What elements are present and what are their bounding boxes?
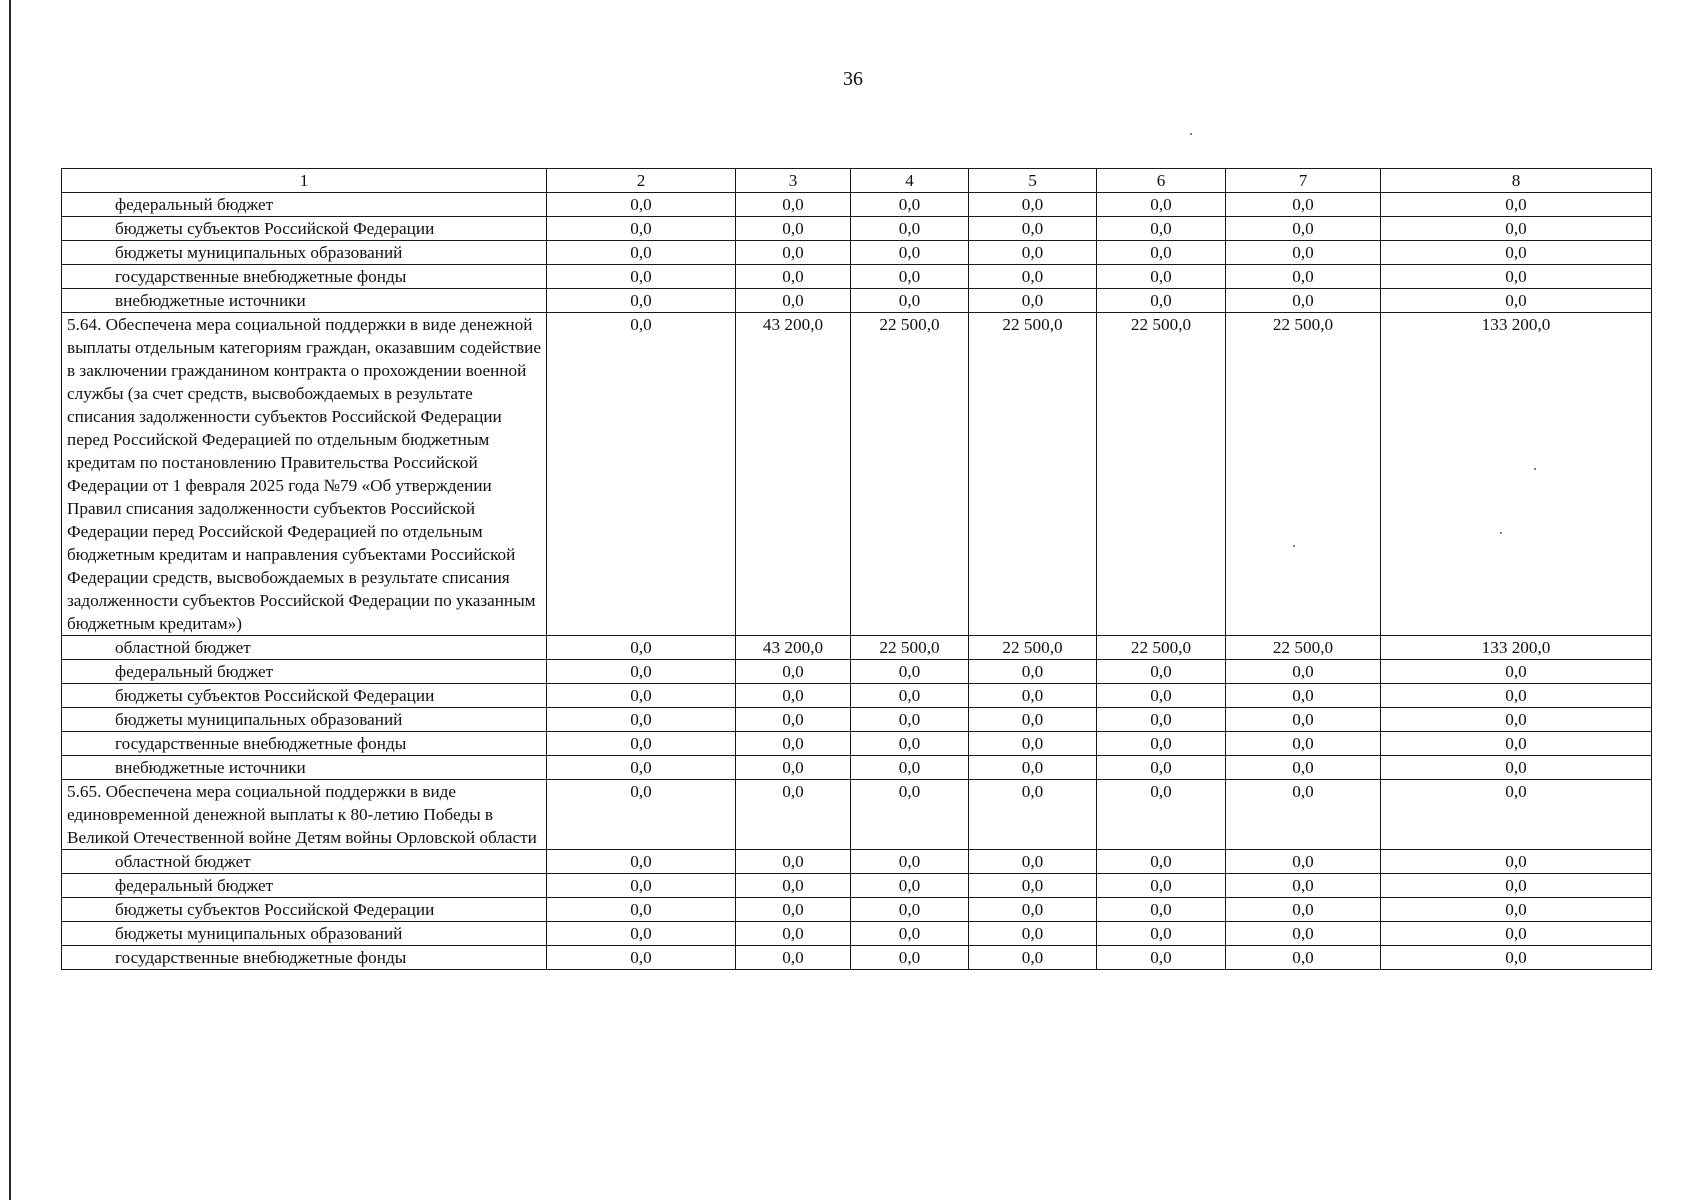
table-row-source	[62, 946, 1652, 970]
value-cell-col-3: 0,0	[736, 265, 851, 289]
value-cell-col-8: 0,0	[1381, 217, 1652, 241]
scan-speck	[1293, 545, 1295, 547]
funding-source-label: внебюджетные источники	[62, 289, 547, 313]
value-cell-col-4: 0,0	[851, 684, 969, 708]
value-cell-col-5: 0,0	[969, 874, 1097, 898]
value-cell-col-8: 0,0	[1381, 732, 1652, 756]
value-cell-col-8: 0,0	[1381, 684, 1652, 708]
column-header-5: 5	[969, 169, 1097, 193]
value-cell-col-2: 0,0	[547, 684, 736, 708]
value-cell-col-4: 0,0	[851, 756, 969, 780]
value-cell-col-3: 0,0	[736, 708, 851, 732]
funding-source-label: государственные внебюджетные фонды	[62, 732, 547, 756]
value-cell-col-4: 0,0	[851, 289, 969, 313]
value-cell-col-8: 0,0	[1381, 660, 1652, 684]
value-cell-col-6: 0,0	[1097, 874, 1226, 898]
value-cell-col-8: 0,0	[1381, 850, 1652, 874]
value-cell-col-2: 0,0	[547, 636, 736, 660]
table-row-source	[62, 874, 1652, 898]
value-cell-col-2: 0,0	[547, 660, 736, 684]
value-cell-col-6: 0,0	[1097, 684, 1226, 708]
value-cell-col-2: 0,0	[547, 708, 736, 732]
funding-source-label: федеральный бюджет	[62, 193, 547, 217]
table-row-item	[62, 313, 1652, 636]
value-cell-col-2: 0,0	[547, 922, 736, 946]
column-header-4: 4	[851, 169, 969, 193]
value-cell-col-2: 0,0	[547, 780, 736, 850]
table-row-source	[62, 898, 1652, 922]
value-cell-col-7: 0,0	[1226, 265, 1381, 289]
table-row-source	[62, 850, 1652, 874]
value-cell-col-5: 0,0	[969, 217, 1097, 241]
table-row-source	[62, 217, 1652, 241]
scan-speck	[1500, 532, 1502, 534]
value-cell-col-6: 0,0	[1097, 850, 1226, 874]
value-cell-col-5: 0,0	[969, 780, 1097, 850]
value-cell-col-7: 0,0	[1226, 946, 1381, 970]
value-cell-col-5: 0,0	[969, 732, 1097, 756]
value-cell-col-6: 0,0	[1097, 946, 1226, 970]
value-cell-col-8: 133 200,0	[1381, 636, 1652, 660]
table-row-source	[62, 289, 1652, 313]
value-cell-col-6: 0,0	[1097, 289, 1226, 313]
value-cell-col-7: 0,0	[1226, 874, 1381, 898]
funding-source-label: областной бюджет	[62, 636, 547, 660]
value-cell-col-4: 22 500,0	[851, 313, 969, 636]
funding-source-label: бюджеты субъектов Российской Федерации	[62, 684, 547, 708]
value-cell-col-5: 0,0	[969, 850, 1097, 874]
value-cell-col-3: 0,0	[736, 684, 851, 708]
value-cell-col-4: 0,0	[851, 708, 969, 732]
table-row-item	[62, 780, 1652, 850]
value-cell-col-7: 0,0	[1226, 241, 1381, 265]
funding-source-label: федеральный бюджет	[62, 660, 547, 684]
value-cell-col-5: 22 500,0	[969, 313, 1097, 636]
header-row	[62, 169, 1652, 193]
funding-source-label: бюджеты субъектов Российской Федерации	[62, 217, 547, 241]
value-cell-col-4: 0,0	[851, 780, 969, 850]
value-cell-col-7: 22 500,0	[1226, 636, 1381, 660]
value-cell-col-7: 0,0	[1226, 756, 1381, 780]
value-cell-col-3: 0,0	[736, 850, 851, 874]
value-cell-col-6: 0,0	[1097, 241, 1226, 265]
table-row-source	[62, 684, 1652, 708]
value-cell-col-2: 0,0	[547, 850, 736, 874]
funding-source-label: областной бюджет	[62, 850, 547, 874]
value-cell-col-3: 0,0	[736, 289, 851, 313]
value-cell-col-2: 0,0	[547, 313, 736, 636]
value-cell-col-5: 0,0	[969, 193, 1097, 217]
table-row-source	[62, 708, 1652, 732]
value-cell-col-3: 0,0	[736, 874, 851, 898]
value-cell-col-6: 22 500,0	[1097, 313, 1226, 636]
value-cell-col-8: 0,0	[1381, 946, 1652, 970]
item-description: 5.65. Обеспечена мера социальной поддержки в виде единовременной денежной выплаты к 80-летию Победы в Великой Отечественной войне Детям войны Орловской области	[62, 780, 547, 850]
value-cell-col-7: 0,0	[1226, 780, 1381, 850]
value-cell-col-6: 0,0	[1097, 265, 1226, 289]
value-cell-col-3: 43 200,0	[736, 636, 851, 660]
column-header-2: 2	[547, 169, 736, 193]
budget-table	[61, 168, 1652, 970]
value-cell-col-8: 0,0	[1381, 241, 1652, 265]
value-cell-col-5: 0,0	[969, 922, 1097, 946]
value-cell-col-7: 0,0	[1226, 193, 1381, 217]
funding-source-label: бюджеты муниципальных образований	[62, 241, 547, 265]
value-cell-col-3: 0,0	[736, 946, 851, 970]
value-cell-col-2: 0,0	[547, 898, 736, 922]
value-cell-col-4: 0,0	[851, 946, 969, 970]
value-cell-col-5: 0,0	[969, 756, 1097, 780]
value-cell-col-3: 0,0	[736, 780, 851, 850]
value-cell-col-2: 0,0	[547, 756, 736, 780]
value-cell-col-5: 0,0	[969, 684, 1097, 708]
value-cell-col-2: 0,0	[547, 732, 736, 756]
value-cell-col-5: 0,0	[969, 898, 1097, 922]
value-cell-col-2: 0,0	[547, 874, 736, 898]
scan-speck	[1534, 468, 1536, 470]
value-cell-col-3: 0,0	[736, 193, 851, 217]
funding-source-label: внебюджетные источники	[62, 756, 547, 780]
value-cell-col-3: 43 200,0	[736, 313, 851, 636]
column-header-7: 7	[1226, 169, 1381, 193]
table-row-source	[62, 660, 1652, 684]
value-cell-col-6: 0,0	[1097, 922, 1226, 946]
funding-source-label: государственные внебюджетные фонды	[62, 946, 547, 970]
value-cell-col-8: 0,0	[1381, 898, 1652, 922]
value-cell-col-6: 0,0	[1097, 756, 1226, 780]
value-cell-col-7: 0,0	[1226, 660, 1381, 684]
value-cell-col-3: 0,0	[736, 732, 851, 756]
value-cell-col-7: 0,0	[1226, 684, 1381, 708]
table-row-source	[62, 241, 1652, 265]
value-cell-col-2: 0,0	[547, 265, 736, 289]
value-cell-col-6: 22 500,0	[1097, 636, 1226, 660]
value-cell-col-8: 0,0	[1381, 922, 1652, 946]
table-row-source	[62, 732, 1652, 756]
value-cell-col-8: 0,0	[1381, 780, 1652, 850]
value-cell-col-6: 0,0	[1097, 660, 1226, 684]
value-cell-col-8: 0,0	[1381, 708, 1652, 732]
table-row-source	[62, 193, 1652, 217]
value-cell-col-3: 0,0	[736, 756, 851, 780]
column-header-6: 6	[1097, 169, 1226, 193]
value-cell-col-4: 0,0	[851, 850, 969, 874]
value-cell-col-2: 0,0	[547, 289, 736, 313]
value-cell-col-3: 0,0	[736, 241, 851, 265]
value-cell-col-3: 0,0	[736, 660, 851, 684]
value-cell-col-7: 0,0	[1226, 898, 1381, 922]
value-cell-col-7: 0,0	[1226, 850, 1381, 874]
page-number: 36	[843, 68, 863, 90]
value-cell-col-3: 0,0	[736, 217, 851, 241]
value-cell-col-6: 0,0	[1097, 708, 1226, 732]
value-cell-col-4: 22 500,0	[851, 636, 969, 660]
value-cell-col-7: 0,0	[1226, 732, 1381, 756]
value-cell-col-7: 0,0	[1226, 217, 1381, 241]
value-cell-col-4: 0,0	[851, 241, 969, 265]
column-header-8: 8	[1381, 169, 1652, 193]
item-description: 5.64. Обеспечена мера социальной поддержки в виде денежной выплаты отдельным категориям граждан, оказавшим содействие в заключении гражданином контракта о прохождении военной службы (за счет средств, высвобождаемых в результате списания задолженности субъектов Российской Федерации перед Российской Федерацией по отдельным бюджетным кредитам по постановлению Правительства Российской Федерации от 1 февраля 2025 года №79 «Об утверждении Правил списания задолженности субъектов Российской Федерации перед Российской Федерацией по отдельным бюджетным кредитам и направления субъектами Российской Федерации средств, высвобождаемых в результате списания задолженности субъектов Российской Федерации по указанным бюджетным кредитам»)	[62, 313, 547, 636]
value-cell-col-6: 0,0	[1097, 193, 1226, 217]
value-cell-col-2: 0,0	[547, 241, 736, 265]
funding-source-label: государственные внебюджетные фонды	[62, 265, 547, 289]
value-cell-col-5: 0,0	[969, 946, 1097, 970]
value-cell-col-5: 0,0	[969, 708, 1097, 732]
column-header-3: 3	[736, 169, 851, 193]
value-cell-col-3: 0,0	[736, 922, 851, 946]
value-cell-col-2: 0,0	[547, 193, 736, 217]
value-cell-col-4: 0,0	[851, 732, 969, 756]
value-cell-col-6: 0,0	[1097, 217, 1226, 241]
value-cell-col-2: 0,0	[547, 946, 736, 970]
table-row-source	[62, 636, 1652, 660]
value-cell-col-5: 0,0	[969, 660, 1097, 684]
value-cell-col-8: 0,0	[1381, 874, 1652, 898]
value-cell-col-8: 0,0	[1381, 193, 1652, 217]
value-cell-col-4: 0,0	[851, 217, 969, 241]
value-cell-col-2: 0,0	[547, 217, 736, 241]
scan-border-line	[9, 0, 11, 1200]
value-cell-col-4: 0,0	[851, 922, 969, 946]
value-cell-col-8: 133 200,0	[1381, 313, 1652, 636]
value-cell-col-4: 0,0	[851, 193, 969, 217]
value-cell-col-7: 0,0	[1226, 708, 1381, 732]
funding-source-label: федеральный бюджет	[62, 874, 547, 898]
value-cell-col-5: 0,0	[969, 241, 1097, 265]
value-cell-col-4: 0,0	[851, 898, 969, 922]
value-cell-col-7: 0,0	[1226, 922, 1381, 946]
value-cell-col-8: 0,0	[1381, 756, 1652, 780]
value-cell-col-6: 0,0	[1097, 898, 1226, 922]
funding-source-label: бюджеты муниципальных образований	[62, 708, 547, 732]
table-body	[62, 193, 1652, 970]
value-cell-col-4: 0,0	[851, 265, 969, 289]
table-row-source	[62, 756, 1652, 780]
table-row-source	[62, 922, 1652, 946]
value-cell-col-4: 0,0	[851, 660, 969, 684]
value-cell-col-6: 0,0	[1097, 780, 1226, 850]
value-cell-col-7: 0,0	[1226, 289, 1381, 313]
value-cell-col-4: 0,0	[851, 874, 969, 898]
value-cell-col-6: 0,0	[1097, 732, 1226, 756]
value-cell-col-3: 0,0	[736, 898, 851, 922]
value-cell-col-7: 22 500,0	[1226, 313, 1381, 636]
value-cell-col-8: 0,0	[1381, 289, 1652, 313]
funding-source-label: бюджеты муниципальных образований	[62, 922, 547, 946]
scan-speck	[1190, 133, 1192, 135]
value-cell-col-5: 22 500,0	[969, 636, 1097, 660]
funding-source-label: бюджеты субъектов Российской Федерации	[62, 898, 547, 922]
value-cell-col-5: 0,0	[969, 289, 1097, 313]
value-cell-col-5: 0,0	[969, 265, 1097, 289]
table-row-source	[62, 265, 1652, 289]
column-header-1: 1	[62, 169, 547, 193]
value-cell-col-8: 0,0	[1381, 265, 1652, 289]
